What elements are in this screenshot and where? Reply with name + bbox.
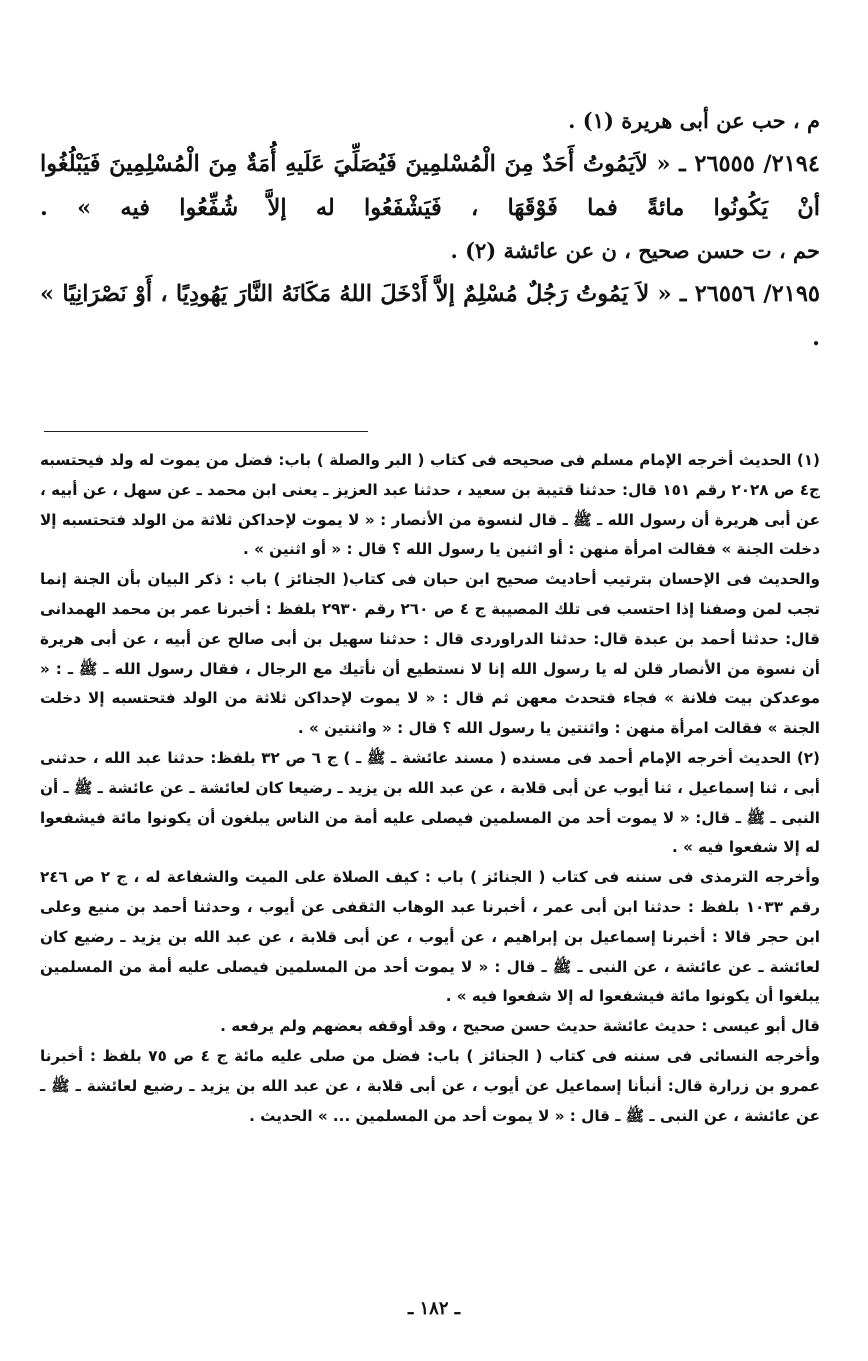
source-reference: حم ، ت حسن صحيح ، ن عن عائشة (٢) . xyxy=(450,238,820,263)
footnote-1: (١) الحديث أخرجه الإمام مسلم فى صحيحه فى كتاب ( البر والصلة ) باب: فضل من يموت له ولد فيحتسبه ج٤ ص ٢٠٢٨ رقم ١٥١ قال: حدثنا قتيبة بن سعيد ، حدثنا عبد العزيز ـ يعنى ابن محمد ـ عن سهل ، عن أبيه ، عن أبى هريرة أن رسول الله ـ ﷺ ـ قال لنسوة من الأنصار : « لا يموت لإحداكن ثلاثة من الولد فتحتسبه إلا دخلت الجنة » فقالت امرأة منهن : أو اثنين يا رسول الله ؟ قال : « أو اثنين » . xyxy=(40,451,820,559)
source-reference: م ، حب عن أبى هريرة (١) . xyxy=(568,108,820,133)
hadith-2195: ٢١٩٥/ ٢٦٥٥٦ ـ « لاَ يَمُوتُ رَجُلٌ مُسْلِمٌ إلاَّ أَدْخَلَ اللهُ مَكَانَهُ النَّارَ يَهُودِيًا ، أَوْ نَصْرَانِيًا » . xyxy=(40,281,820,351)
main-text xyxy=(40,100,820,360)
hadith-2194: ٢١٩٤/ ٢٦٥٥٥ ـ « لاَيَمُوتُ أَحَدٌ مِنَ الْمُسْلمِينَ فَيُصَلِّيَ عَلَيهِ أُمَةٌ مِنَ الْمُسْلِمِينَ فَيَبْلُغُوا أنْ يَكُونُوا مائةً فما فَوْقَهَا ، فَيَشْفَعُوا له إلاَّ شُفِّعُوا فيه » . xyxy=(40,151,820,221)
footnote-2: (٢) الحديث أخرجه الإمام أحمد فى مسنده ( مسند عائشة ـ ﷺ ـ ) ج ٦ ص ٣٢ بلفظ: حدثنا عبد الله ، حدثنى أبى ، ثنا إسماعيل ، ثنا أيوب عن أبى قلابة ، عن عبد الله بن يزيد ـ رضيعا كان لعائشة ـ عن عائشة ـ ﷺ ـ أن النبى ـ ﷺ ـ قال: « لا يموت أحد من المسلمين فيصلى عليه أمة من الناس يبلغون أن يكونوا مائة فيشفعوا له إلا شفعوا فيه » . xyxy=(40,748,820,857)
footnote-separator xyxy=(44,431,368,432)
page-number: ـ ١٨٢ ـ xyxy=(407,1298,461,1319)
footnote-2-tirmidhi: وأخرجه الترمذى فى سننه فى كتاب ( الجنائز ) باب : كيف الصلاة على الميت والشفاعة له ، ج ٢ ص ٢٤٦ رقم ١٠٣٣ بلفظ : حدثنا ابن أبى عمر ، أخبرنا عبد الوهاب الثقفى عن أيوب ، وحدثنا أحمد بن منيع وعلى ابن حجر قالا : أخبرنا إسماعيل بن إبراهيم ، عن أيوب ، عن أبى قلابة ، عن عبد الله بن يزيد ـ رضيع كان لعائشة ـ عن عائشة ، عن النبى ـ ﷺ ـ قال : « لا يموت أحد من المسلمين فيصلى عليه أمة من المسلمين يبلغوا أن يكونوا مائة فيشفعوا له إلا شفعوا فيه » . xyxy=(40,868,820,1006)
footnote-1-continued: والحديث فى الإحسان بترتيب أحاديث صحيح ابن حبان فى كتاب( الجنائز ) باب : ذكر البيان بأن الجنة إنما تجب لمن وصفنا إذا احتسب فى تلك المصيبة ج ٤ ص ٢٦٠ رقم ٢٩٣٠ بلفظ : أخبرنا عمر بن محمد الهمدانى قال: حدثنا أحمد بن عبدة قال: حدثنا الدراوردى قال : حدثنا سهيل بن أبى صالح عن أبيه ، عن أبى هريرة أن نسوة من الأنصار قلن له يا رسول الله إنا لا نستطيع أن نأتيك مع الرجال ، فقال رسول الله ـ ﷺ ـ : « موعدكن بيت فلانة » فجاء فتحدث معهن ثم قال : « لا يموت لإحداكن ثلاثة من الولد فتحتسبه إلا دخلت الجنة » فقالت امرأة منهن : واثنتين يا رسول الله ؟ قال : « واثنتين » . xyxy=(40,570,820,738)
footnote-2-abu-isa: قال أبو عيسى : حديث عائشة حديث حسن صحيح ، وقد أوقفه بعضهم ولم يرفعه . xyxy=(220,1017,820,1036)
footnotes xyxy=(40,446,820,1131)
footnote-2-nasai: وأخرجه النسائى فى سننه فى كتاب ( الجنائز ) باب: فضل من صلى عليه مائة ج ٤ ص ٧٥ بلفظ : أخبرنا عمرو بن زرارة قال: أنبأنا إسماعيل عن أيوب ، عن أبى قلابة ، عن عبد الله بن يزيد ـ رضيع لعائشة ـ ﷺ ـ عن عائشة ، عن النبى ـ ﷺ ـ قال : « لا يموت أحد من المسلمين ... » الحديث . xyxy=(40,1046,820,1125)
